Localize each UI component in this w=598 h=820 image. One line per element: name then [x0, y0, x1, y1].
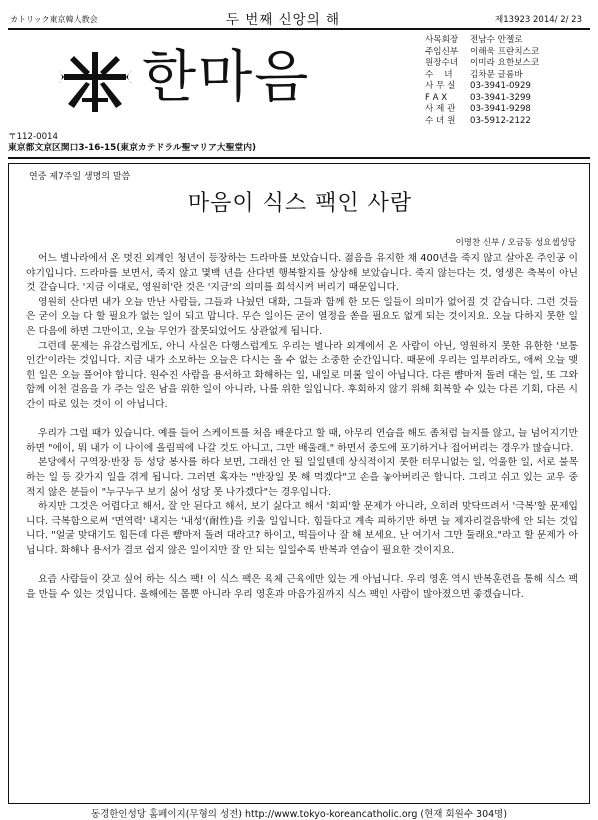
info-value: 03-3941-3299	[470, 92, 531, 103]
info-value: 03-5912-2122	[470, 115, 531, 126]
article-paragraph: 요즘 사람들이 갖고 싶어 하는 식스 팩! 이 식스 팩은 육체 근육에만 있는 게 아닙니다. 우리 영혼 역시 반복훈련을 통해 식스 팩을 만들 수 있는 것입니다. 올해에는 몸뿐 아니라 우리 영혼과 마음가짐까지 식스 팩인 사람이 많아졌으면 좋겠습니다.	[26, 574, 578, 600]
issue-number-date: 제13923 2014/ 2/ 23	[495, 15, 582, 25]
info-row	[425, 58, 595, 70]
header-divider	[8, 157, 590, 159]
info-row	[425, 116, 595, 128]
article-frame	[8, 163, 590, 804]
info-label: 수 녀	[425, 69, 453, 80]
info-label: 사 제 관	[425, 104, 456, 114]
footer-homepage: 동경한인성당 홈페이지(무형의 성전) http://www.tokyo-koreancatholic.org (현재 회원수 304명)	[90, 809, 508, 820]
info-row	[425, 35, 595, 47]
info-value: 김차문 글롬바	[470, 69, 523, 80]
info-row	[425, 70, 595, 82]
info-value: 전남수 안젤로	[470, 35, 523, 45]
article-paragraph: 우리가 그럴 때가 있습니다. 예를 들어 스케이트를 처음 배운다고 할 때, 아무리 연습을 해도 좀처럼 늘지를 않고, 늘 넘어지기만 하면 "에이, 뭐 내가 이 나이에 올림픽에 나갈 것도 아니고, 그만 배울래." 하면서 중도에 포기하거나 접어버리는 경우가 많습니다.	[26, 428, 578, 454]
year-theme-title: 두 번째 신앙의 해	[225, 12, 341, 28]
article-title: 마음이 식스 팩인 사람	[187, 191, 413, 216]
info-row	[425, 104, 595, 116]
article-paragraph: 영원히 산다면 내가 오늘 만난 사람들, 그들과 나눴던 대화, 그들과 함께 한 모든 일들이 의미가 없어질 것 같습니다. 그런 것들은 굳이 오늘 다 할 필요가 없는 일이 되고 맙니다. 무슨 일이든 굳이 열정을 쏟을 필요도 없게 되는 것이지요. 오늘 다하지 못한 일은 다음에 하면 그만이고, 오늘 무언가 잘못되었어도 상관없게 됩니다.	[26, 296, 578, 337]
info-row	[425, 81, 595, 93]
staff-contact-list	[425, 35, 595, 127]
article-body	[26, 252, 578, 602]
church-cross-logo-icon	[54, 50, 136, 114]
article-paragraph: 그런데 문제는 유감스럽게도, 아니 사실은 다행스럽게도 우리는 별나라 외계에서 온 사람이 아닌, 영원하지 못한 유한한 '보통 인간'이라는 것입니다. 지금 내가 소모하는 오늘은 다시는 올 수 없는 소중한 순간입니다. 때문에 우리는 일부러라도, 애써 오늘 맺힌 일은 오늘 풀어야 합니다. 원수진 사람을 용서하고 화해하는 일, 내일로 미룰 일이 아닙니다. 다른 뺨마저 돌려 대는 일, 또 그와 함께 이천 걸음을 가 주는 일은 남을 위한 일이 아니라, 나를 위한 일입니다. 후회하지 않기 위해 회복할 수 있는 다른 기회, 다른 시간이 따로 있는 것이 이 아닙니다.	[26, 340, 578, 410]
article-paragraph: 본당에서 구역장·반장 등 성당 봉사를 하다 보면, 그래선 안 될 일일텐데 상식적이지 못한 터무니없는 일, 억울한 일, 서로 불목하는 일 등 갖가지 일을 겪게 됩니다. 그러면 혹자는 "반장일 못 해 먹겠다"고 손을 놓아버리곤 합니다. 그리고 쉬고 있는 교우 중 적지 않은 분들이 "누구누구 보기 싫어 성당 못 나가겠다"는 경우입니다.	[26, 457, 578, 498]
article-paragraph: 어느 별나라에서 온 멋진 외계인 청년이 등장하는 드라마를 보았습니다. 젊음을 유지한 채 400년을 죽지 않고 살아온 주인공 이야기입니다. 드라마를 보면서, 죽지 않고 몇백 년을 산다면 행복할지를 상상해 보았습니다. 죽지 않는다는 것, 영생은 축복이 아닌 것 같습니다. '지금 이대로, 영원히'란 것은 '지금'의 의미를 희석시켜 버리기 때문입니다.	[26, 253, 578, 294]
article-kicker: 연중 제7주일 생명의 말씀	[29, 172, 131, 182]
info-label: 수 녀 원	[425, 115, 456, 126]
info-value: 03-3941-9298	[470, 104, 531, 114]
top-bar	[8, 8, 590, 28]
info-label: 사목회장	[425, 35, 459, 45]
postal-code: 〒112-0014	[8, 132, 58, 142]
article-byline: 이명찬 신부 / 오금동 성요셉성당	[455, 238, 576, 248]
info-row	[425, 47, 595, 59]
church-address	[8, 132, 256, 154]
info-value: 이미라 요한보스코	[470, 58, 540, 68]
article-paragraph: 하지만 그것은 어렵다고 해서, 잘 안 된다고 해서, 보기 싫다고 해서 '회피'할 문제가 아니라, 오히려 맞닥뜨려서 '극복'할 문제입니다. 극복함으로써 '면역력' 내지는 '내성'(耐性)을 키울 일입니다. 힘들다고 계속 피하기만 하면 늘 제자리걸음밖에 안 되는 것입니다. "얼굴 맞대기도 힘든데 다른 뺨마저 돌려 대라고? 하이고, 떡들이나 잘 해 보세요. 난 여기서 그만 둘래요."라고 할 문제가 아닙니다. 화해나 용서가 결코 쉽지 않은 일이지만 잘 안 되는 일일수록 반복과 연습이 필요한 것이지요.	[26, 501, 578, 556]
info-value: 이해욱 프란치스코	[470, 46, 540, 57]
newsletter-title: 한마음	[142, 45, 311, 110]
info-label: F A X	[425, 92, 448, 103]
info-value: 03-3941-0929	[470, 81, 531, 91]
info-label: 주임신부	[425, 46, 459, 57]
info-label: 원장수녀	[425, 58, 459, 68]
church-name-jp: カトリック東京韓人教会	[10, 15, 98, 24]
street-address: 東京都文京区関口3-16-15(東京カテドラル聖マリア大聖堂内)	[8, 143, 257, 153]
top-divider	[8, 28, 590, 30]
info-label: 사 무 실	[425, 81, 456, 91]
info-row	[425, 93, 595, 105]
